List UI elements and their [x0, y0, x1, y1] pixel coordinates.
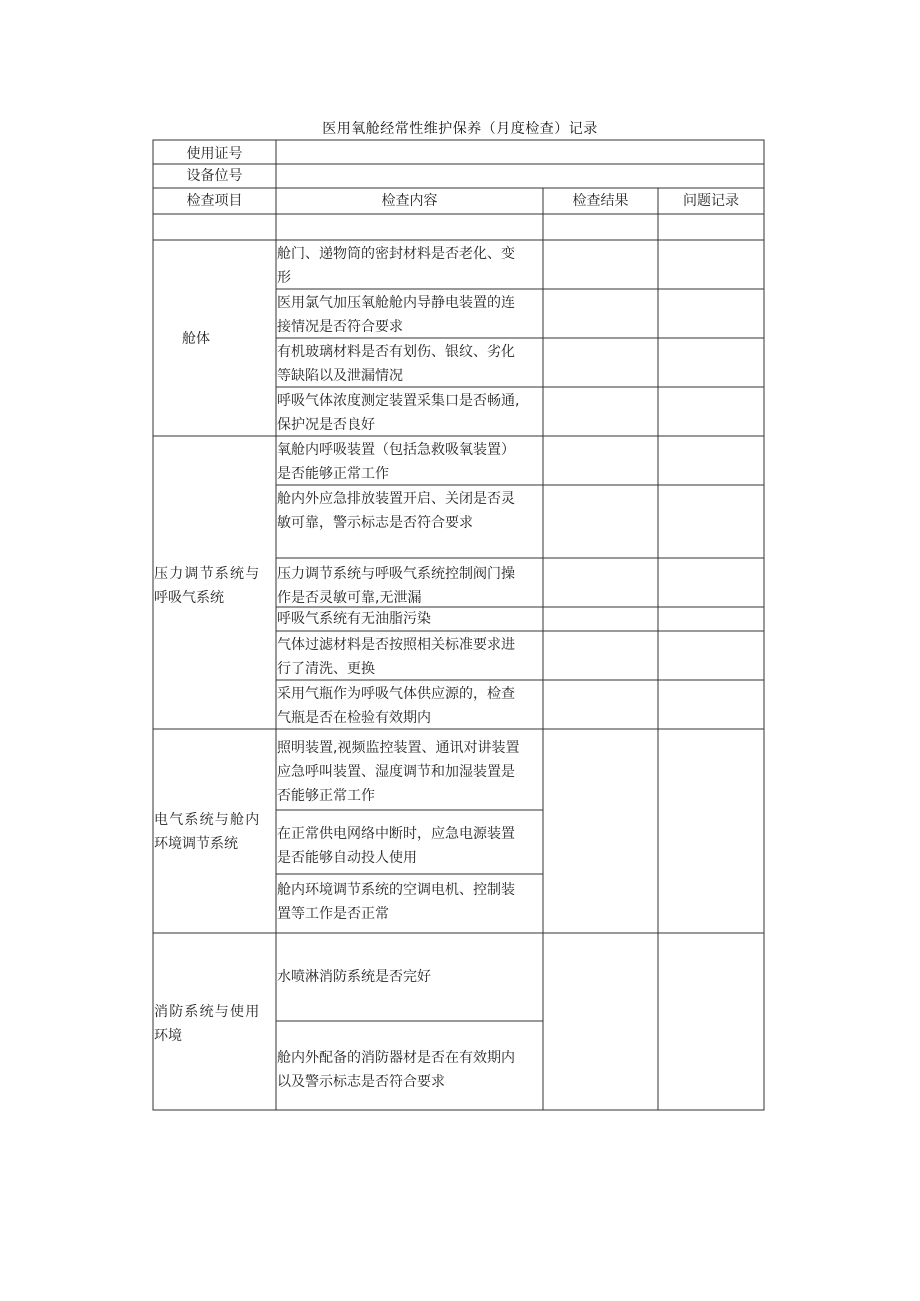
- check-item-text: 行了清洗、更换: [277, 661, 375, 677]
- check-item-text: 气体过滤材料是否按照相关标准要求进: [277, 637, 515, 653]
- check-item-text: 氧舱内呼吸装置（包括急救吸氧装置）: [277, 442, 515, 458]
- check-item-text: 应急呼叫装置、湿度调节和加湿装置是: [277, 764, 515, 780]
- device-no-label: 设备位号: [186, 168, 243, 184]
- col-header-issue: 问题记录: [683, 193, 739, 209]
- check-item-text: 以及警示标志是否符合要求: [277, 1074, 445, 1090]
- check-item-text: 呼吸气系统有无油脂污染: [277, 611, 431, 627]
- cert-no-value[interactable]: [276, 142, 764, 164]
- check-item-text: 采用气瓶作为呼吸气体供应源的，检查: [277, 686, 515, 702]
- check-item-text: 接情况是否符合要求: [277, 319, 403, 335]
- section-name-pressure: 压力调节系统与: [154, 566, 261, 582]
- check-item-text: 是否能够自动投人使用: [277, 850, 417, 866]
- section-name-electrical: 电气系统与舱内: [154, 812, 261, 828]
- col-header-content: 检查内容: [381, 193, 438, 209]
- section-name-hull: 舱体: [182, 331, 210, 347]
- check-item-text: 形: [277, 270, 291, 286]
- check-item-text: 作是否灵敏可靠,无泄漏: [277, 590, 422, 606]
- check-item-text: 置等工作是否正常: [277, 906, 389, 922]
- check-item-text: 舱门、递物筒的密封材料是否老化、变: [277, 246, 515, 262]
- check-item-text: 是否能够正常工作: [277, 466, 389, 482]
- check-item-text: 等缺陷以及泄漏情况: [277, 368, 403, 384]
- section-name-fire-line2: 环境: [154, 1028, 182, 1044]
- check-item-text: 保护况是否良好: [277, 417, 375, 433]
- section-name-electrical-line2: 环境调节系统: [154, 836, 238, 852]
- check-item-text: 气瓶是否在检验有效期内: [277, 710, 431, 726]
- col-header-item: 检查项目: [186, 193, 243, 209]
- check-item-text: 压力调节系统与呼吸气系统控制阀门操: [277, 566, 515, 582]
- device-no-value[interactable]: [276, 164, 764, 188]
- check-item-text: 舱内外应急排放装置开启、关闭是否灵: [277, 491, 515, 507]
- check-item-text: 敏可靠，警示标志是否符合要求: [277, 515, 473, 531]
- document-title: 医用氧舱经常性维护保养（月度检查）记录: [322, 121, 598, 137]
- check-item-text: 有机玻璃材料是否有划伤、银纹、劣化: [277, 344, 515, 360]
- section-name-pressure-line2: 呼吸气系统: [154, 590, 224, 606]
- check-item-text: 否能够正常工作: [277, 788, 375, 804]
- check-item-text: 照明装置,视频监控装置、通讯对讲装置: [277, 740, 520, 756]
- col-header-result: 检查结果: [572, 193, 629, 209]
- check-item-text: 舱内外配备的消防器材是否在有效期内: [277, 1050, 515, 1066]
- check-item-text: 呼吸气体浓度测定装置采集口是否畅通,: [277, 393, 520, 409]
- section-name-fire: 消防系统与使用: [154, 1004, 261, 1020]
- check-item-text: 在正常供电网络中断时，应急电源装置: [277, 826, 515, 842]
- check-item-text: 水喷淋消防系统是否完好: [277, 969, 431, 985]
- check-item-text: 医用氯气加压氧舱舱内导静电装置的连: [277, 295, 515, 311]
- cert-no-label: 使用证号: [186, 146, 243, 162]
- check-item-text: 舱内环境调节系统的空调电机、控制装: [277, 882, 515, 898]
